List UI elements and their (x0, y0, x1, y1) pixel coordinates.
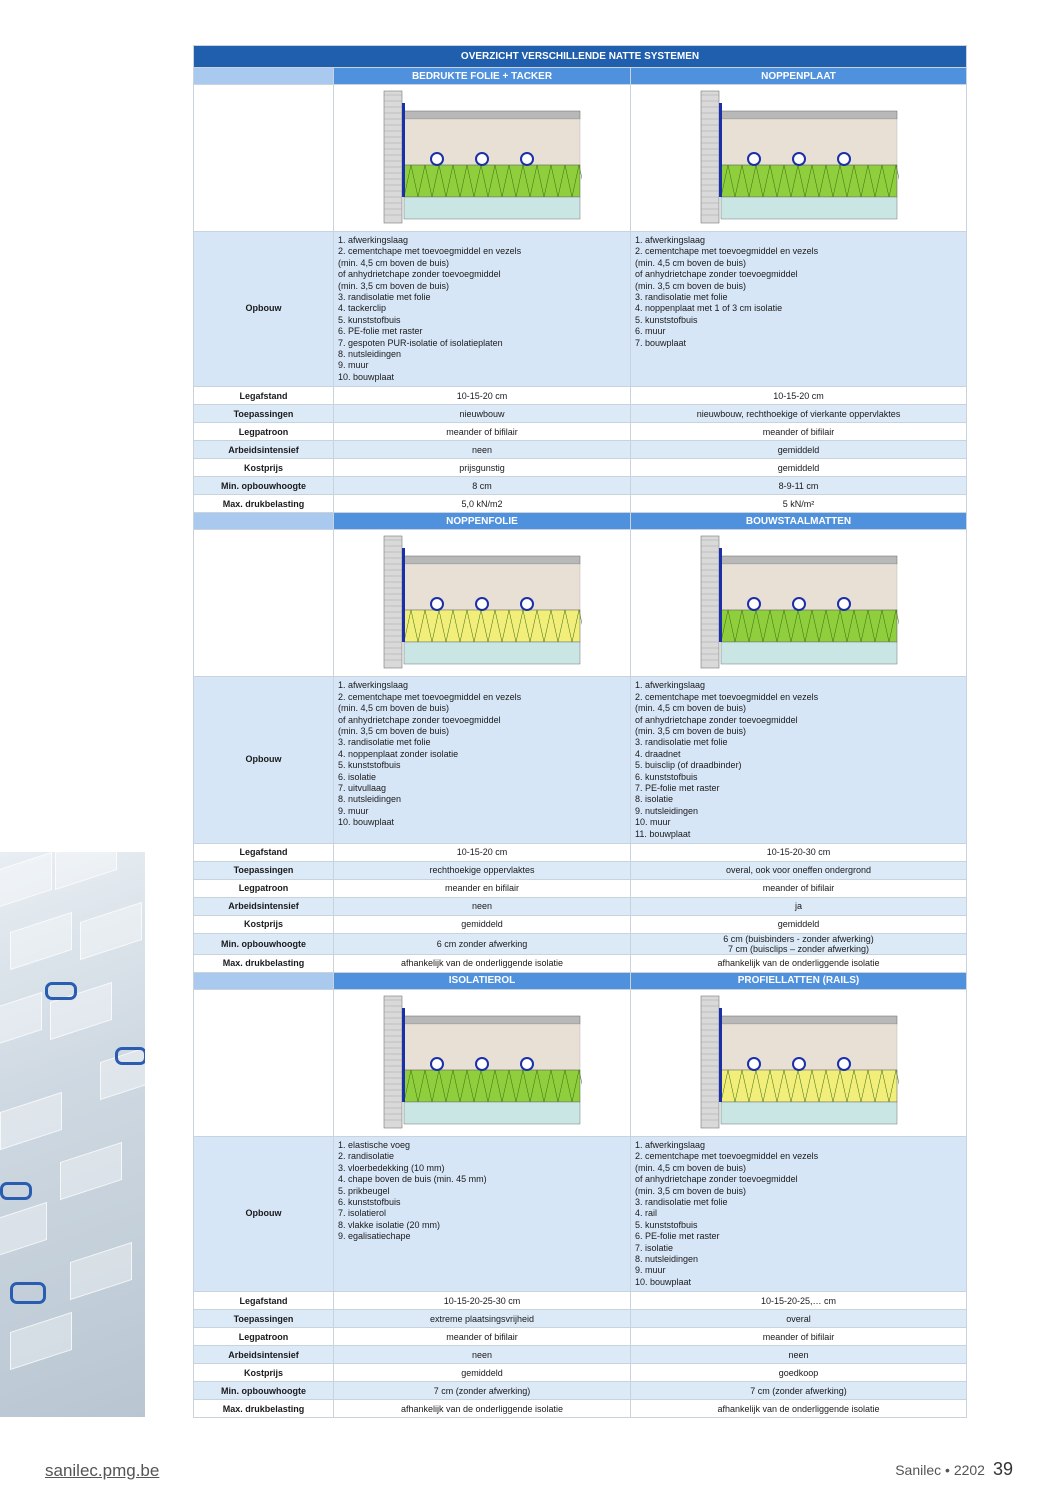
cell-toepassingen: rechthoekige oppervlaktes (334, 861, 631, 879)
opbouw-item: 3. randisolatie met folie (635, 1197, 728, 1207)
system-title: BEDRUKTE FOLIE + TACKER (334, 68, 631, 85)
cell-legafstand: 10-15-20-25,… cm (631, 1292, 967, 1310)
cell-min-opbouwhoogte: 7 cm (zonder afwerking) (631, 1382, 967, 1400)
system-title: ISOLATIEROL (334, 972, 631, 989)
cell-legpatroon: meander of bifilair (631, 423, 967, 441)
opbouw-list (631, 1136, 967, 1291)
opbouw-item: 3. randisolatie met folie (338, 292, 431, 303)
cell-toepassingen: nieuwbouw (334, 405, 631, 423)
opbouw-item: 6. isolatie (338, 771, 377, 782)
cell-legafstand: 10-15-20-30 cm (631, 843, 967, 861)
opbouw-item: (min. 4,5 cm boven de buis) (338, 703, 450, 714)
opbouw-item: 1. afwerkingslaag (338, 680, 409, 691)
decorative-photo (0, 852, 145, 1417)
opbouw-item: of anhydrietchape zonder toevoegmiddel (635, 714, 798, 725)
opbouw-item: 4. tackerclip (338, 303, 387, 314)
row-label-min-opbouwhoogte: Min. opbouwhoogte (194, 933, 334, 954)
cell-kostprijs: gemiddeld (631, 459, 967, 477)
opbouw-item: 5. kunststofbuis (635, 314, 698, 325)
cell-legpatroon: meander of bifilair (631, 879, 967, 897)
opbouw-item: (min. 4,5 cm boven de buis) (635, 703, 747, 714)
cell-min-opbouwhoogte: 8-9-11 cm (631, 477, 967, 495)
row-label-legpatroon: Legpatroon (194, 879, 334, 897)
opbouw-item: 3. vloerbedekking (10 mm) (338, 1162, 445, 1173)
opbouw-item: 7. isolatie (635, 1242, 674, 1253)
opbouw-item: 1. elastische voeg (338, 1139, 411, 1150)
opbouw-item: 8. vlakke isolatie (20 mm) (338, 1219, 441, 1230)
opbouw-list (631, 677, 967, 844)
cell-kostprijs: gemiddeld (334, 1364, 631, 1382)
opbouw-item: 3. randisolatie met folie (338, 737, 431, 748)
row-label-legafstand: Legafstand (194, 843, 334, 861)
cell-max-drukbelasting: afhankelijk van de onderliggende isolatie (631, 954, 967, 972)
cell-max-drukbelasting: afhankelijk van de onderliggende isolatie (631, 1400, 967, 1418)
construction-diagram (699, 89, 899, 227)
opbouw-item: 4. noppenplaat zonder isolatie (338, 748, 459, 759)
opbouw-item: 5. kunststofbuis (338, 314, 401, 325)
opbouw-item: 9. egalisatiechape (338, 1231, 411, 1242)
opbouw-item: 10. bouwplaat (635, 1276, 692, 1287)
opbouw-item: 5. prikbeugel (338, 1185, 390, 1196)
opbouw-item: 2. randisolatie (338, 1151, 395, 1162)
opbouw-item: 9. muur (338, 805, 369, 816)
opbouw-item: 8. nutsleidingen (338, 794, 402, 805)
row-label-toepassingen: Toepassingen (194, 861, 334, 879)
construction-diagram (699, 534, 899, 672)
opbouw-item: 6. kunststofbuis (635, 771, 698, 782)
cell-legpatroon: meander of bifilair (334, 1328, 631, 1346)
footer-brand-text: Sanilec • 2202 (895, 1462, 985, 1478)
cell-min-opbouwhoogte: 8 cm (334, 477, 631, 495)
opbouw-item: 5. kunststofbuis (635, 1219, 698, 1230)
cell-legafstand: 10-15-20-25-30 cm (334, 1292, 631, 1310)
row-label-kostprijs: Kostprijs (194, 915, 334, 933)
opbouw-list (334, 677, 631, 844)
system-diagram (631, 530, 967, 677)
footer-url[interactable]: sanilec.pmg.be (45, 1461, 160, 1480)
row-label-kostprijs: Kostprijs (194, 459, 334, 477)
opbouw-item: 6. muur (635, 326, 666, 337)
opbouw-item: 6. PE-folie met raster (635, 1231, 720, 1242)
opbouw-item: 2. cementchape met toevoegmiddel en vezels (338, 246, 522, 257)
opbouw-item: 8. nutsleidingen (338, 349, 402, 360)
construction-diagram (382, 89, 582, 227)
opbouw-item: 2. cementchape met toevoegmiddel en vezels (635, 246, 819, 257)
opbouw-item: (min. 3,5 cm boven de buis) (635, 1185, 747, 1196)
opbouw-item: 5. kunststofbuis (338, 760, 401, 771)
opbouw-item: 10. bouwplaat (338, 817, 395, 828)
opbouw-item: (min. 4,5 cm boven de buis) (338, 257, 450, 268)
opbouw-item: 3. randisolatie met folie (635, 292, 728, 303)
cell-legpatroon: meander of bifilair (334, 423, 631, 441)
cell-arbeidsintensief: neen (631, 1346, 967, 1364)
opbouw-item: 1. afwerkingslaag (635, 235, 706, 245)
opbouw-item: 8. isolatie (635, 794, 674, 805)
section-blank (194, 513, 334, 530)
row-label-opbouw: Opbouw (194, 232, 334, 387)
row-label-opbouw: Opbouw (194, 1136, 334, 1291)
opbouw-item: 7. isolatierol (338, 1208, 387, 1219)
opbouw-item: of anhydrietchape zonder toevoegmiddel (338, 269, 501, 280)
system-diagram (334, 85, 631, 232)
cell-min-opbouwhoogte: 6 cm zonder afwerking (334, 933, 631, 954)
opbouw-item: 1. afwerkingslaag (635, 680, 706, 691)
cell-kostprijs: gemiddeld (334, 915, 631, 933)
opbouw-item: (min. 4,5 cm boven de buis) (635, 257, 747, 268)
cell-arbeidsintensief: neen (334, 441, 631, 459)
cell-min-opbouwhoogte (631, 933, 967, 954)
row-label-max-drukbelasting: Max. drukbelasting (194, 495, 334, 513)
opbouw-item: 2. cementchape met toevoegmiddel en vezels (635, 1151, 819, 1162)
cell-kostprijs: gemiddeld (631, 915, 967, 933)
opbouw-item: 11. bouwplaat (635, 828, 691, 839)
cell-toepassingen: overal, ook voor oneffen ondergrond (631, 861, 967, 879)
opbouw-item: 8. nutsleidingen (635, 1254, 699, 1265)
opbouw-item: 6. kunststofbuis (338, 1197, 401, 1207)
image-blank (194, 85, 334, 232)
row-label-legpatroon: Legpatroon (194, 1328, 334, 1346)
system-diagram (631, 85, 967, 232)
opbouw-item: of anhydrietchape zonder toevoegmiddel (635, 269, 798, 280)
row-label-max-drukbelasting: Max. drukbelasting (194, 1400, 334, 1418)
opbouw-item: 4. chape boven de buis (min. 45 mm) (338, 1174, 487, 1185)
row-label-toepassingen: Toepassingen (194, 1310, 334, 1328)
cell-arbeidsintensief: neen (334, 897, 631, 915)
opbouw-item: (min. 4,5 cm boven de buis) (635, 1162, 747, 1173)
opbouw-item: 4. rail (635, 1208, 658, 1219)
cell-min-opbouwhoogte: 7 cm (zonder afwerking) (334, 1382, 631, 1400)
row-label-min-opbouwhoogte: Min. opbouwhoogte (194, 477, 334, 495)
construction-diagram (699, 994, 899, 1132)
section-blank (194, 972, 334, 989)
opbouw-item: of anhydrietchape zonder toevoegmiddel (338, 714, 501, 725)
opbouw-item: 9. muur (635, 1265, 666, 1276)
opbouw-list (631, 232, 967, 387)
system-diagram (334, 530, 631, 677)
row-label-toepassingen: Toepassingen (194, 405, 334, 423)
cell-line: 6 cm (buisbinders - zonder afwerking) (723, 933, 874, 944)
row-label-min-opbouwhoogte: Min. opbouwhoogte (194, 1382, 334, 1400)
page-number: 39 (992, 1459, 1013, 1479)
cell-legpatroon: meander of bifilair (631, 1328, 967, 1346)
opbouw-item: 1. afwerkingslaag (338, 235, 409, 245)
image-blank (194, 530, 334, 677)
opbouw-item: 7. gespoten PUR-isolatie of isolatieplaten (338, 337, 503, 348)
opbouw-item: of anhydrietchape zonder toevoegmiddel (635, 1174, 798, 1185)
opbouw-item: 2. cementchape met toevoegmiddel en vezels (338, 691, 522, 702)
cell-legpatroon: meander en bifilair (334, 879, 631, 897)
systems-table (193, 45, 966, 1418)
construction-diagram (382, 534, 582, 672)
row-label-legafstand: Legafstand (194, 1292, 334, 1310)
cell-toepassingen: overal (631, 1310, 967, 1328)
cell-arbeidsintensief: ja (631, 897, 967, 915)
cell-line: 7 cm (buisclips – zonder afwerking) (727, 943, 870, 954)
opbouw-item: 9. nutsleidingen (635, 805, 699, 816)
opbouw-item: 4. draadnet (635, 748, 681, 759)
row-label-arbeidsintensief: Arbeidsintensief (194, 441, 334, 459)
opbouw-list (334, 232, 631, 387)
row-label-legafstand: Legafstand (194, 387, 334, 405)
system-diagram (334, 989, 631, 1136)
cell-max-drukbelasting: afhankelijk van de onderliggende isolatie (334, 1400, 631, 1418)
system-title: NOPPENPLAAT (631, 68, 967, 85)
opbouw-item: 1. afwerkingslaag (635, 1139, 706, 1150)
opbouw-item: 10. muur (635, 817, 671, 828)
cell-max-drukbelasting: 5,0 kN/m2 (334, 495, 631, 513)
cell-max-drukbelasting: 5 kN/m² (631, 495, 967, 513)
system-diagram (631, 989, 967, 1136)
cell-kostprijs: prijsgunstig (334, 459, 631, 477)
cell-legafstand: 10-15-20 cm (334, 387, 631, 405)
row-label-legpatroon: Legpatroon (194, 423, 334, 441)
opbouw-item: (min. 3,5 cm boven de buis) (635, 725, 747, 736)
table-title: OVERZICHT VERSCHILLENDE NATTE SYSTEMEN (194, 46, 967, 68)
row-label-kostprijs: Kostprijs (194, 1364, 334, 1382)
opbouw-item: 7. uitvullaag (338, 782, 387, 793)
construction-diagram (382, 994, 582, 1132)
opbouw-item: 7. bouwplaat (635, 337, 687, 348)
opbouw-item: 4. noppenplaat met 1 of 3 cm isolatie (635, 303, 783, 314)
row-label-arbeidsintensief: Arbeidsintensief (194, 1346, 334, 1364)
row-label-max-drukbelasting: Max. drukbelasting (194, 954, 334, 972)
system-title: PROFIELLATTEN (RAILS) (631, 972, 967, 989)
opbouw-item: 3. randisolatie met folie (635, 737, 728, 748)
opbouw-list (334, 1136, 631, 1291)
opbouw-item: 7. PE-folie met raster (635, 782, 720, 793)
opbouw-item: 5. buisclip (of draadbinder) (635, 760, 742, 771)
cell-max-drukbelasting: afhankelijk van de onderliggende isolatie (334, 954, 631, 972)
cell-toepassingen: nieuwbouw, rechthoekige of vierkante oppervlaktes (631, 405, 967, 423)
cell-toepassingen: extreme plaatsingsvrijheid (334, 1310, 631, 1328)
opbouw-item: (min. 3,5 cm boven de buis) (338, 725, 450, 736)
opbouw-item: (min. 3,5 cm boven de buis) (635, 280, 747, 291)
row-label-arbeidsintensief: Arbeidsintensief (194, 897, 334, 915)
opbouw-item: 6. PE-folie met raster (338, 326, 423, 337)
cell-arbeidsintensief: neen (334, 1346, 631, 1364)
system-title: BOUWSTAALMATTEN (631, 513, 967, 530)
image-blank (194, 989, 334, 1136)
section-blank (194, 68, 334, 85)
opbouw-item: (min. 3,5 cm boven de buis) (338, 280, 450, 291)
system-title: NOPPENFOLIE (334, 513, 631, 530)
cell-kostprijs: goedkoop (631, 1364, 967, 1382)
cell-legafstand: 10-15-20 cm (631, 387, 967, 405)
footer-brand (895, 1459, 1013, 1480)
opbouw-item: 9. muur (338, 360, 369, 371)
row-label-opbouw: Opbouw (194, 677, 334, 844)
cell-arbeidsintensief: gemiddeld (631, 441, 967, 459)
opbouw-item: 2. cementchape met toevoegmiddel en vezels (635, 691, 819, 702)
opbouw-item: 10. bouwplaat (338, 371, 395, 382)
cell-legafstand: 10-15-20 cm (334, 843, 631, 861)
